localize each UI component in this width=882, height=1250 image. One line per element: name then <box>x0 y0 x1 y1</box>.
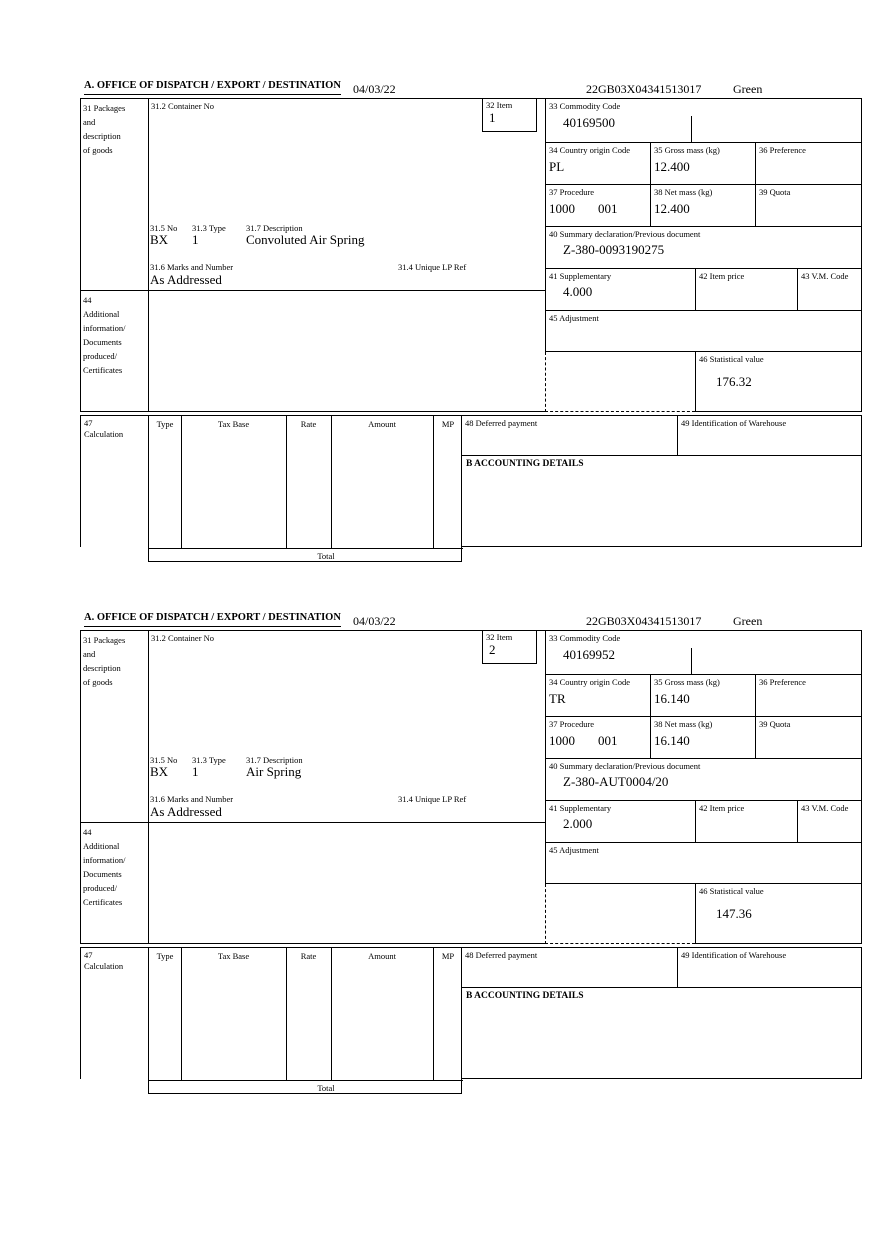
adjustment-box <box>545 842 862 884</box>
column-header-mp: MP <box>441 419 455 429</box>
gross-mass-label: 35 Gross mass (kg) <box>654 677 720 687</box>
container-no-label: 31.2 Container No <box>151 633 215 643</box>
procedure-label: 37 Procedure <box>549 719 595 729</box>
package-type-value: 1 <box>192 232 199 247</box>
routing-status: Green <box>733 82 763 96</box>
commodity-code-subdivider <box>691 648 692 674</box>
office-of-dispatch-heading: A. OFFICE OF DISPATCH / EXPORT / DESTINATION <box>84 80 341 95</box>
accounting-details-label: B ACCOUNTING DETAILS <box>466 459 584 469</box>
box44-divider-line <box>80 822 545 823</box>
country-origin-box <box>545 674 650 716</box>
quota-label: 39 Quota <box>759 187 791 197</box>
total-row-line <box>149 1080 463 1081</box>
item-number-label: 32 Item <box>486 100 513 110</box>
goods-box-outline <box>80 630 545 944</box>
label-line: Documents <box>83 337 122 347</box>
label-line: 31 Packages <box>83 635 126 645</box>
procedure-box <box>545 716 650 758</box>
goods-box-outline <box>80 98 545 412</box>
column-header-amount: Amount <box>368 419 396 429</box>
deferred-payment-label: 48 Deferred payment <box>465 418 538 428</box>
table-column-line <box>286 416 287 548</box>
gross-mass-label: 35 Gross mass (kg) <box>654 145 720 155</box>
container-no-label: 31.2 Container No <box>151 101 215 111</box>
unique-lp-ref-label: 31.4 Unique LP Ref <box>398 794 467 804</box>
left-column-divider <box>148 630 149 944</box>
label-line: 47 <box>84 950 93 960</box>
commodity-code-subdivider <box>691 116 692 142</box>
gross-mass-box <box>650 142 755 184</box>
label-line: Calculation <box>84 429 124 439</box>
left-column-divider <box>148 98 149 412</box>
label-line: and <box>83 117 96 127</box>
calculation-label <box>84 950 123 972</box>
table-column-line <box>181 416 182 548</box>
summary-declaration-box <box>545 758 862 800</box>
net-mass-label: 38 Net mass (kg) <box>654 187 713 197</box>
label-line: Documents <box>83 869 122 879</box>
label-line: Additional <box>83 841 120 851</box>
supplementary-units-box <box>545 268 695 310</box>
net-mass-box <box>650 716 755 758</box>
summary-declaration-label: 40 Summary declaration/Previous document <box>549 761 701 771</box>
label-line: description <box>83 663 121 673</box>
gross-mass-value: 12.400 <box>654 159 690 174</box>
marks-and-number-value: As Addressed <box>150 272 222 287</box>
supplementary-units-box <box>545 800 695 842</box>
label-line: description <box>83 131 121 141</box>
package-count-label: 31.5 No <box>150 755 178 765</box>
quota-label: 39 Quota <box>759 719 791 729</box>
commodity-code-box <box>545 630 862 674</box>
vm-code-label: 43 V.M. Code <box>801 803 849 813</box>
procedure-code-value: 1000 <box>549 201 575 216</box>
procedure-label: 37 Procedure <box>549 187 595 197</box>
net-mass-value: 16.140 <box>654 733 690 748</box>
label-line: 44 <box>83 295 92 305</box>
procedure-box <box>545 184 650 226</box>
routing-status: Green <box>733 614 763 628</box>
item-number-box <box>482 630 537 664</box>
goods-description-label: 31.7 Description <box>246 223 303 233</box>
total-label: Total <box>317 1083 335 1093</box>
label-line: Calculation <box>84 961 124 971</box>
column-header-tax-base: Tax Base <box>217 951 250 961</box>
column-header-mp: MP <box>441 951 455 961</box>
label-line: produced/ <box>83 351 117 361</box>
item-number-box <box>482 98 537 132</box>
box44-additional-info-label <box>83 825 126 909</box>
goods-description-label: 31.7 Description <box>246 755 303 765</box>
commodity-code-value: 40169500 <box>563 115 615 130</box>
preference-label: 36 Preference <box>759 145 806 155</box>
adjustment-box <box>545 310 862 352</box>
accounting-details-label: B ACCOUNTING DETAILS <box>466 991 584 1001</box>
statistical-value-amount: 176.32 <box>716 374 752 389</box>
table-column-line <box>433 416 434 548</box>
supplementary-units-value: 4.000 <box>563 284 593 299</box>
label-line: 31 Packages <box>83 103 126 113</box>
package-count-label: 31.5 No <box>150 223 178 233</box>
warehouse-id-label: 49 Identification of Warehouse <box>681 950 787 960</box>
preference-box <box>755 674 862 716</box>
marks-and-number-label: 31.6 Marks and Number <box>150 262 234 272</box>
column-header-rate: Rate <box>300 951 317 961</box>
item-price-box <box>695 268 797 310</box>
table-column-line <box>331 948 332 1080</box>
country-origin-value: PL <box>549 159 565 174</box>
marks-and-number-value: As Addressed <box>150 804 222 819</box>
commodity-code-value: 40169952 <box>563 647 615 662</box>
column-header-type: Type <box>156 951 174 961</box>
box31-packages-label <box>83 633 125 689</box>
package-type-label: 31.3 Type <box>192 223 226 233</box>
net-mass-value: 12.400 <box>654 201 690 216</box>
adjustment-label: 45 Adjustment <box>549 845 599 855</box>
adjustment-extension-area <box>545 352 695 412</box>
package-count-value: BX <box>150 232 169 247</box>
table-column-line <box>433 948 434 1080</box>
table-column-line <box>331 416 332 548</box>
summary-declaration-box <box>545 226 862 268</box>
calculation-label-box <box>80 415 148 547</box>
net-mass-label: 38 Net mass (kg) <box>654 719 713 729</box>
customs-declaration-item-sheet <box>80 612 863 1094</box>
dispatch-date: 04/03/22 <box>353 614 396 628</box>
calculation-table <box>148 947 462 1094</box>
label-line: and <box>83 649 96 659</box>
item-price-label: 42 Item price <box>699 271 745 281</box>
label-line: produced/ <box>83 883 117 893</box>
country-origin-label: 34 Country origin Code <box>549 677 630 687</box>
quota-box <box>755 184 862 226</box>
dispatch-date: 04/03/22 <box>353 82 396 96</box>
commodity-code-box <box>545 98 862 142</box>
vm-code-box <box>797 268 862 310</box>
column-header-tax-base: Tax Base <box>217 419 250 429</box>
box44-additional-info-label <box>83 293 126 377</box>
mrn-number: 22GB03X04341513017 <box>586 82 702 96</box>
summary-declaration-value: Z-380-AUT0004/20 <box>563 774 669 789</box>
label-line: information/ <box>83 323 126 333</box>
label-line: of goods <box>83 677 113 687</box>
box31-packages-label <box>83 101 125 157</box>
goods-description-value: Convoluted Air Spring <box>246 232 365 247</box>
supplementary-units-label: 41 Supplementary <box>549 271 612 281</box>
gross-mass-value: 16.140 <box>654 691 690 706</box>
deferred-payment-box <box>462 415 677 455</box>
preference-box <box>755 142 862 184</box>
unique-lp-ref-label: 31.4 Unique LP Ref <box>398 262 467 272</box>
item-price-label: 42 Item price <box>699 803 745 813</box>
label-line: information/ <box>83 855 126 865</box>
commodity-code-label: 33 Commodity Code <box>549 633 621 643</box>
box44-divider-line <box>80 290 545 291</box>
calculation-label-box <box>80 947 148 1079</box>
table-column-line <box>286 948 287 1080</box>
column-header-rate: Rate <box>300 419 317 429</box>
summary-declaration-value: Z-380-0093190275 <box>563 242 665 257</box>
vm-code-box <box>797 800 862 842</box>
statistical-value-amount: 147.36 <box>716 906 752 921</box>
net-mass-box <box>650 184 755 226</box>
warehouse-id-box <box>677 415 862 455</box>
accounting-details-box <box>462 987 862 1079</box>
item-number-value: 2 <box>489 642 496 657</box>
calculation-table <box>148 415 462 562</box>
preference-label: 36 Preference <box>759 677 806 687</box>
procedure-code2-value: 001 <box>598 733 618 748</box>
item-price-box <box>695 800 797 842</box>
mrn-number: 22GB03X04341513017 <box>586 614 702 628</box>
country-origin-label: 34 Country origin Code <box>549 145 630 155</box>
label-line: of goods <box>83 145 113 155</box>
warehouse-id-label: 49 Identification of Warehouse <box>681 418 787 428</box>
adjustment-extension-area <box>545 884 695 944</box>
label-line: Certificates <box>83 897 123 907</box>
supplementary-units-value: 2.000 <box>563 816 593 831</box>
commodity-code-label: 33 Commodity Code <box>549 101 621 111</box>
package-type-value: 1 <box>192 764 199 779</box>
total-row-line <box>149 548 463 549</box>
gross-mass-box <box>650 674 755 716</box>
office-of-dispatch-heading: A. OFFICE OF DISPATCH / EXPORT / DESTINATION <box>84 612 341 627</box>
statistical-value-label: 46 Statistical value <box>699 886 764 896</box>
goods-description-value: Air Spring <box>246 764 302 779</box>
deferred-payment-label: 48 Deferred payment <box>465 950 538 960</box>
country-origin-box <box>545 142 650 184</box>
calculation-label <box>84 418 123 440</box>
procedure-code-value: 1000 <box>549 733 575 748</box>
deferred-payment-box <box>462 947 677 987</box>
package-type-label: 31.3 Type <box>192 755 226 765</box>
label-line: 47 <box>84 418 93 428</box>
label-line: Additional <box>83 309 120 319</box>
table-column-line <box>181 948 182 1080</box>
total-label: Total <box>317 551 335 561</box>
warehouse-id-box <box>677 947 862 987</box>
statistical-value-box <box>695 352 862 412</box>
package-count-value: BX <box>150 764 169 779</box>
column-header-amount: Amount <box>368 951 396 961</box>
summary-declaration-label: 40 Summary declaration/Previous document <box>549 229 701 239</box>
country-origin-value: TR <box>549 691 566 706</box>
accounting-details-box <box>462 455 862 547</box>
statistical-value-label: 46 Statistical value <box>699 354 764 364</box>
supplementary-units-label: 41 Supplementary <box>549 803 612 813</box>
customs-declaration-item-sheet <box>80 80 863 562</box>
adjustment-label: 45 Adjustment <box>549 313 599 323</box>
label-line: Certificates <box>83 365 123 375</box>
column-header-type: Type <box>156 419 174 429</box>
procedure-code2-value: 001 <box>598 201 618 216</box>
item-number-value: 1 <box>489 110 496 125</box>
statistical-value-box <box>695 884 862 944</box>
quota-box <box>755 716 862 758</box>
item-number-label: 32 Item <box>486 632 513 642</box>
label-line: 44 <box>83 827 92 837</box>
vm-code-label: 43 V.M. Code <box>801 271 849 281</box>
marks-and-number-label: 31.6 Marks and Number <box>150 794 234 804</box>
